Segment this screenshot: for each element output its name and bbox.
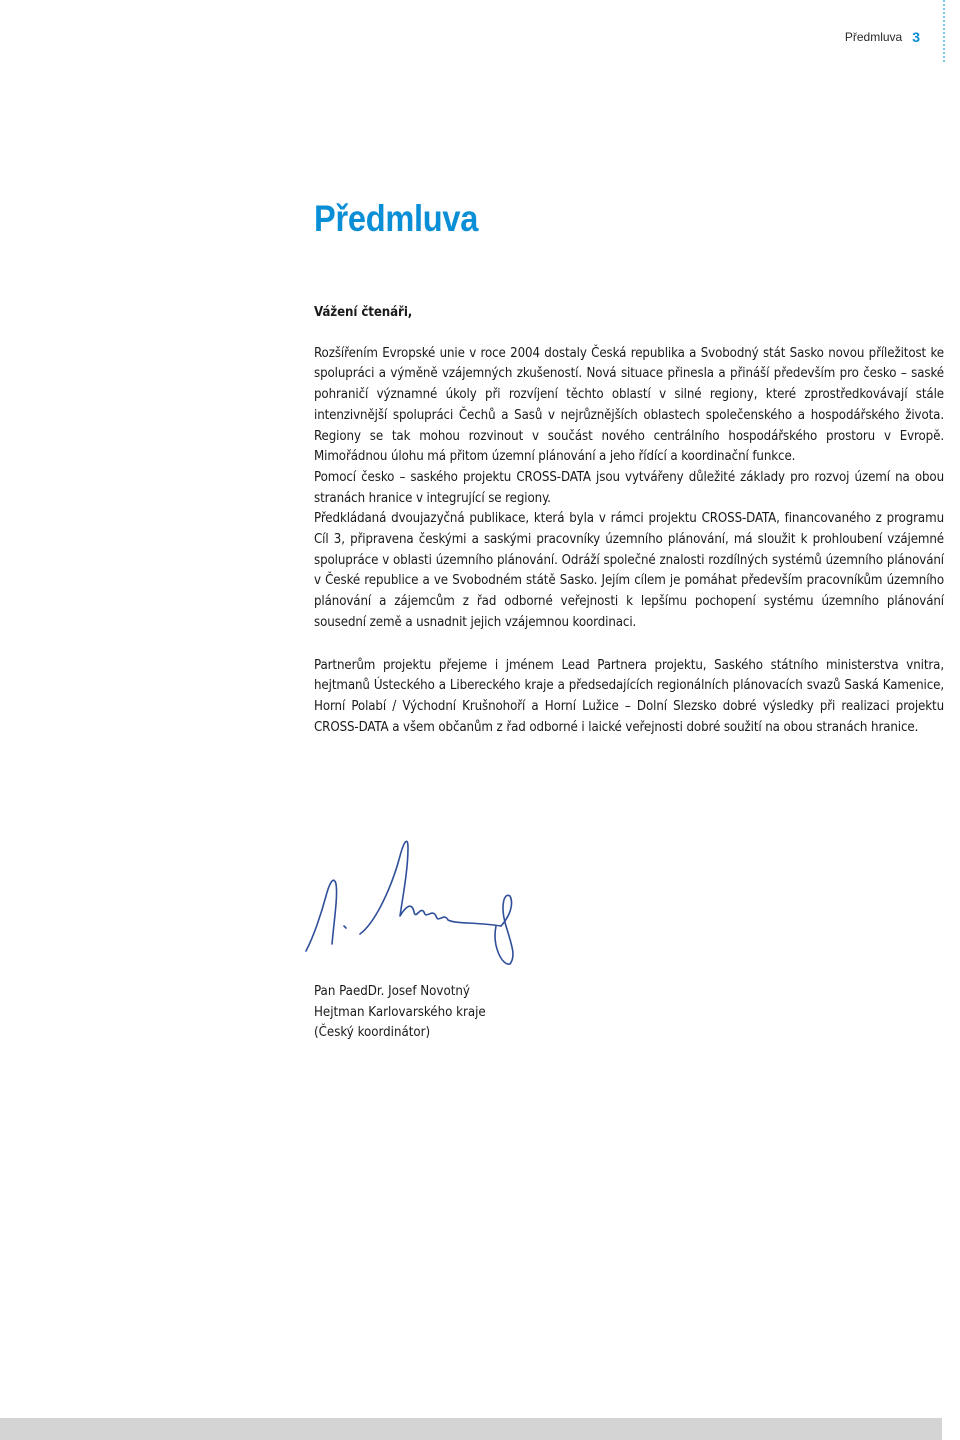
footer-bar — [0, 1418, 942, 1440]
running-title: Předmluva — [844, 30, 903, 44]
handwritten-signature — [296, 826, 536, 966]
signatory-role: Hejtman Karlovarského kraje — [314, 1004, 486, 1020]
paragraph-3: Předkládaná dvoujazyčná publikace, která byla v rámci projektu CROSS-DATA, financovaného z programu Cíl 3, připravena českými a saskými pracovníky územního plánování, má sloužit k prohloubení vzájemné spolupráce v oblasti územního plánování. Odráží společné znalosti rozdílných systémů územního plánování v České republice a ve Svobodném státě Sasko. Jejím cílem je pomáhat především pracovníkům územního plánování a zájemcům z řad odborné veřejnosti k lepšímu pochopení systému územního plánování sousední země a usnadnit jejich vzájemnou koordinaci. — [314, 511, 944, 630]
header-divider — [943, 0, 945, 62]
paragraph-4: Partnerům projektu přejeme i jménem Lead Partnera projektu, Saského státního ministerstva vnitra, hejtmanů Ústeckého a Libereckého kraje a předsedajících regionálních plánovacích svazů Saská Kamenice, Horní Polabí / Východní Krušnohoří a Horní Lužice – Dolní Slezsko dobré výsledky při realizaci projektu CROSS-DATA a všem občanům z řad odborné i laické veřejnosti dobré soužití na obou stranách hranice. — [314, 657, 944, 735]
foreword-body — [314, 303, 944, 738]
page-number: 3 — [912, 29, 920, 45]
signatory-note: (Český koordinátor) — [314, 1025, 431, 1041]
running-header — [845, 29, 920, 45]
paragraph-2: Pomocí česko – saského projektu CROSS-DATA jsou vytvářeny důležité základy pro rozvoj území na obou stranách hranice v integrující se regiony. — [314, 469, 944, 506]
paragraph-1: Rozšířením Evropské unie v roce 2004 dostaly Česká republika a Svobodný stát Sasko novou příležitost ke spolupráci a výměně vzájemných zkušeností. Nová situace přinesla a přináší především pro česko – saské pohraničí významné úkoly při rozvíjení těchto oblastí v silné regiony, které zprostředkovávají stále intenzivnější spolupráci Čechů a Sasů v nejrůznějších oblastech společenského a hospodářského života. Regiony se tak mohou rozvinout v součást nového centrálního hospodářského prostoru v Evropě. Mimořádnou úlohu má přitom územní plánování a jeho řídící a koordinační funkce. — [314, 345, 944, 465]
signatory-name: Pan PaedDr. Josef Novotný — [314, 984, 470, 999]
signatory-block — [314, 982, 486, 1044]
greeting: Vážení čtenáři, — [314, 305, 413, 320]
page-title: Předmluva — [314, 198, 479, 239]
